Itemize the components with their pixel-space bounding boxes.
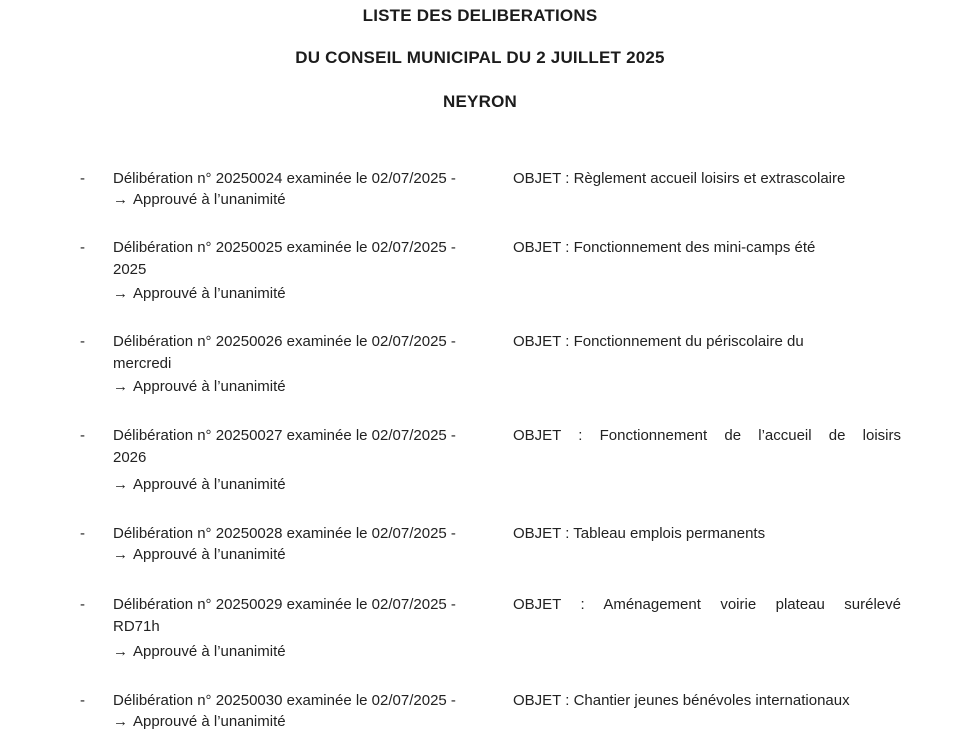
arrow-right-icon: → bbox=[113, 476, 128, 493]
arrow-right-icon: → bbox=[113, 643, 128, 660]
result-text: Approuvé à l’unanimité bbox=[133, 546, 286, 563]
result-text: Approuvé à l’unanimité bbox=[133, 285, 286, 302]
deliberation-reference: Délibération n° 20250030 examinée le 02/07/2025 - bbox=[113, 692, 456, 709]
arrow-right-icon: → bbox=[113, 713, 128, 730]
deliberation-object: OBJET : Fonctionnement des mini-camps été bbox=[513, 239, 816, 256]
arrow-right-icon: → bbox=[113, 378, 128, 395]
arrow-right-icon: → bbox=[113, 546, 128, 563]
deliberation-reference: Délibération n° 20250025 examinée le 02/07/2025 - bbox=[113, 239, 456, 256]
bullet-dash: - bbox=[80, 596, 85, 613]
bullet-dash: - bbox=[80, 692, 85, 709]
bullet-dash: - bbox=[80, 525, 85, 542]
deliberation-result bbox=[113, 285, 286, 302]
bullet-dash: - bbox=[80, 427, 85, 444]
deliberation-object-continued: RD71h bbox=[113, 618, 160, 635]
deliberation-object: OBJET : Aménagement voirie plateau surélevé bbox=[513, 596, 901, 613]
bullet-dash: - bbox=[80, 170, 85, 187]
deliberation-result bbox=[113, 643, 286, 660]
deliberation-object: OBJET : Fonctionnement de l’accueil de loisirs bbox=[513, 427, 901, 444]
deliberation-object-continued: 2026 bbox=[113, 449, 147, 466]
deliberation-object: OBJET : Chantier jeunes bénévoles internationaux bbox=[513, 692, 850, 709]
deliberation-result bbox=[113, 713, 286, 730]
result-text: Approuvé à l’unanimité bbox=[133, 191, 286, 208]
document-subtitle: DU CONSEIL MUNICIPAL DU 2 JUILLET 2025 bbox=[295, 48, 665, 67]
bullet-dash: - bbox=[80, 333, 85, 350]
deliberation-reference: Délibération n° 20250024 examinée le 02/07/2025 - bbox=[113, 170, 456, 187]
deliberation-object-continued: 2025 bbox=[113, 261, 147, 278]
municipality-name: NEYRON bbox=[443, 92, 517, 111]
deliberation-object: OBJET : Règlement accueil loisirs et extrascolaire bbox=[513, 170, 846, 187]
deliberation-result bbox=[113, 476, 286, 493]
deliberation-reference: Délibération n° 20250027 examinée le 02/07/2025 - bbox=[113, 427, 456, 444]
result-text: Approuvé à l’unanimité bbox=[133, 476, 286, 493]
deliberation-result bbox=[113, 546, 286, 563]
result-text: Approuvé à l’unanimité bbox=[133, 378, 286, 395]
deliberation-object-continued: mercredi bbox=[113, 355, 172, 372]
deliberation-reference: Délibération n° 20250028 examinée le 02/07/2025 - bbox=[113, 525, 456, 542]
deliberation-object: OBJET : Tableau emplois permanents bbox=[513, 525, 766, 542]
deliberation-result bbox=[113, 378, 286, 395]
deliberation-result bbox=[113, 191, 286, 208]
deliberation-reference: Délibération n° 20250029 examinée le 02/07/2025 - bbox=[113, 596, 456, 613]
deliberation-object: OBJET : Fonctionnement du périscolaire du bbox=[513, 333, 804, 350]
deliberation-reference: Délibération n° 20250026 examinée le 02/07/2025 - bbox=[113, 333, 456, 350]
arrow-right-icon: → bbox=[113, 191, 128, 208]
bullet-dash: - bbox=[80, 239, 85, 256]
result-text: Approuvé à l’unanimité bbox=[133, 713, 286, 730]
result-text: Approuvé à l’unanimité bbox=[133, 643, 286, 660]
arrow-right-icon: → bbox=[113, 285, 128, 302]
document-title: LISTE DES DELIBERATIONS bbox=[362, 6, 598, 25]
